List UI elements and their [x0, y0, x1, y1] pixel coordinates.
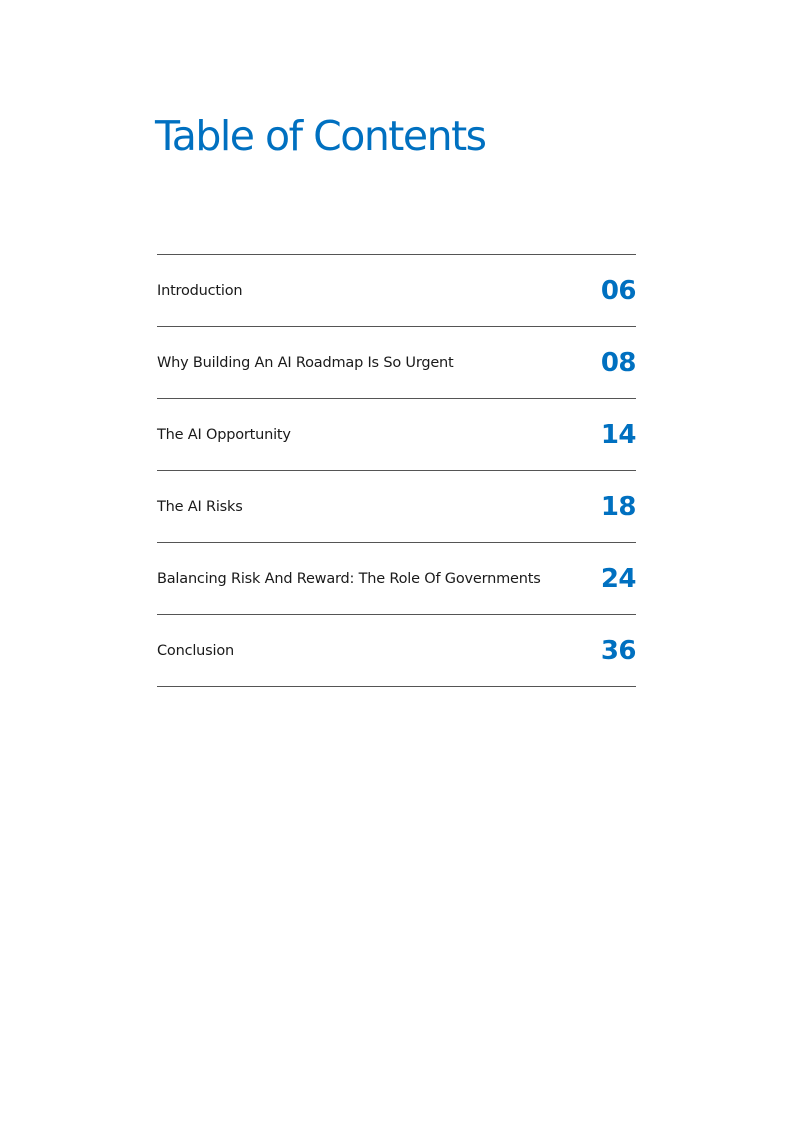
toc-entry-page-number: 14: [600, 419, 636, 450]
table-of-contents: [157, 254, 636, 687]
toc-entry-label: Why Building An AI Roadmap Is So Urgent: [157, 354, 454, 371]
toc-entry-label: Balancing Risk And Reward: The Role Of Governments: [157, 570, 541, 587]
toc-entry-ai-risks[interactable]: [157, 471, 636, 543]
toc-entry-balancing-risk-reward[interactable]: [157, 543, 636, 615]
toc-entry-label: The AI Risks: [157, 498, 243, 515]
toc-entry-ai-opportunity[interactable]: [157, 399, 636, 471]
toc-entry-label: Conclusion: [157, 642, 235, 659]
toc-entry-conclusion[interactable]: [157, 615, 636, 687]
toc-entry-label: The AI Opportunity: [157, 426, 291, 443]
toc-entry-page-number: 18: [600, 491, 636, 522]
toc-entry-page-number: 08: [600, 347, 636, 378]
toc-entry-page-number: 06: [600, 275, 636, 306]
toc-entry-introduction[interactable]: [157, 255, 636, 327]
toc-entry-page-number: 36: [600, 635, 636, 666]
toc-entry-page-number: 24: [600, 563, 636, 594]
toc-entry-label: Introduction: [157, 282, 243, 299]
toc-entry-why-building-roadmap[interactable]: [157, 327, 636, 399]
page-title: Table of Contents: [155, 112, 486, 160]
